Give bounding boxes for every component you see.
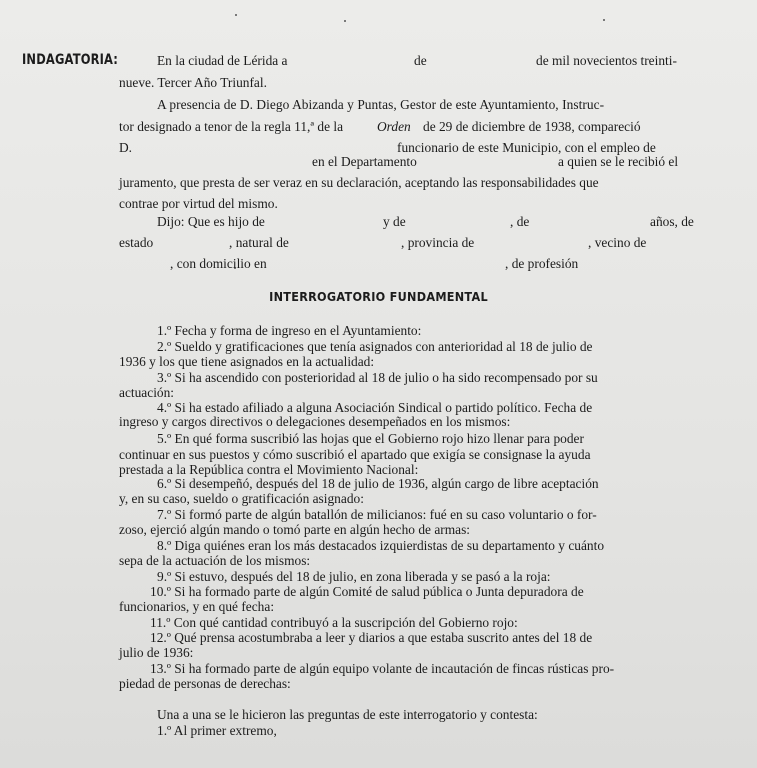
section-heading-text: INTERROGATORIO FUNDAMENTAL [269,289,488,304]
intro-line-7: juramento, que presta de ser veraz en su declaración, aceptando las responsabilidades que [119,175,599,190]
question-12-line-1: 12.º Qué prensa acostumbraba a leer y diarios a que estaba suscrito antes del 18 de [150,630,593,645]
intro-line-5b: funcionario de este Municipio, con el empleo de [397,140,656,155]
intro-line-1b: de [414,53,427,68]
intro-line-9a: Dijo: Que es hijo de [157,214,265,229]
question-6-line-2: y, en su caso, sueldo o gratificación asignado: [119,491,364,506]
question-8-line-2: sepa de la actuación de los mismos: [119,553,311,568]
intro-line-5a: D. [119,140,133,155]
print-speck [235,14,237,16]
intro-line-4b: Orden [377,119,411,134]
question-5-line-2: continuar en sus puestos y cómo suscribió el apartado que exigía se consignase la ayuda [119,447,591,462]
intro-line-1a: En la ciudad de Lérida a [157,53,288,68]
intro-line-10b: , natural de [229,235,289,250]
question-13-line-2: piedad de personas de derechas: [119,676,291,691]
question-2-line-2: 1936 y los que tiene asignados en la actualidad: [119,354,375,369]
intro-line-9b: y de [383,214,406,229]
indagatoria-label: INDAGATORIA: [22,52,119,68]
question-3-line-2: actuación: [119,385,175,400]
question-5-line-1: 5.º En qué forma suscribió las hojas que el Gobierno rojo hizo llenar para poder [157,431,584,446]
intro-line-2: nueve. Tercer Año Triunfal. [119,75,267,90]
intro-line-8: contrae por virtud del mismo. [119,196,278,211]
question-6-line-1: 6.º Si desempeñó, después del 18 de julio de 1936, algún cargo de libre aceptación [157,476,599,491]
question-2-line-1: 2.º Sueldo y gratificaciones que tenía asignados con anterioridad al 18 de julio de [157,339,593,354]
intro-line-4a: tor designado a tenor de la regla 11,ª de la [119,119,344,134]
intro-line-10d: , vecino de [588,235,647,250]
question-9: 9.º Si estuvo, después del 18 de julio, en zona liberada y se pasó a la roja: [157,569,551,584]
print-speck [344,20,346,22]
intro-line-9d: años, de [650,214,694,229]
intro-line-6b: a quien se le recibió el [558,154,679,169]
question-5-line-3: prestada a la República contra el Movimiento Nacional: [119,462,419,477]
intro-line-11b: , de profesión [505,256,579,271]
print-speck [603,19,605,21]
intro-line-3: A presencia de D. Diego Abizanda y Puntas, Gestor de este Ayuntamiento, Instruc- [157,97,605,112]
intro-line-1c: de mil novecientos treinti- [536,53,677,68]
intro-line-11a: , con domicilio en [170,256,267,271]
question-12-line-2: julio de 1936: [119,645,194,660]
question-13-line-1: 13.º Si ha formado parte de algún equipo volante de incautación de fincas rústicas pro- [150,661,615,676]
question-3-line-1: 3.º Si ha ascendido con posterioridad al 18 de julio o ha sido recompensado por su [157,370,598,385]
question-4-line-1: 4.º Si ha estado afiliado a alguna Asociación Sindical o partido político. Fecha de [157,400,593,415]
question-4-line-2: ingreso y cargos directivos o delegaciones desempeñados en los mismos: [119,414,511,429]
intro-line-9c: , de [510,214,530,229]
question-10-line-1: 10.º Si ha formado parte de algún Comité de salud pública o Junta depuradora de [150,584,584,599]
intro-line-10c: , provincia de [401,235,475,250]
section-heading [0,289,757,304]
intro-line-6a: en el Departamento [312,154,417,169]
intro-line-4c: de 29 de diciembre de 1938, compareció [423,119,641,134]
question-8-line-1: 8.º Diga quiénes eran los más destacados izquierdistas de su departamento y cuánto [157,538,605,553]
intro-line-10a: estado [119,235,154,250]
question-7-line-1: 7.º Si formó parte de algún batallón de milicianos: fué en su caso voluntario o for- [157,507,597,522]
question-11: 11.º Con qué cantidad contribuyó a la suscripción del Gobierno rojo: [150,615,518,630]
question-7-line-2: zoso, ejerció algún mando o tomó parte en algún hecho de armas: [119,522,471,537]
question-1: 1.º Fecha y forma de ingreso en el Ayuntamiento: [157,323,422,338]
question-10-line-2: funcionarios, y en qué fecha: [119,599,275,614]
closing-line-1: Una a una se le hicieron las preguntas de este interrogatorio y contesta: [157,707,538,722]
closing-line-2: 1.º Al primer extremo, [157,723,277,738]
